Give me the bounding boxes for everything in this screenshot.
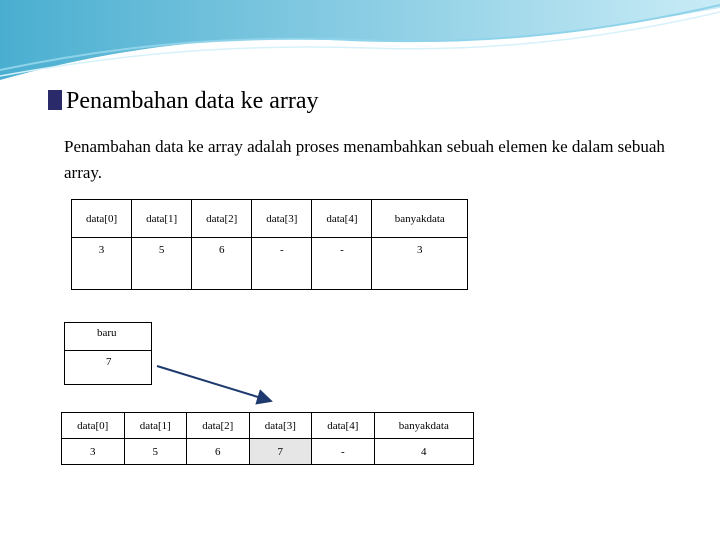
- header-cell: data[2]: [187, 413, 250, 439]
- new-item-box: [64, 322, 152, 385]
- header-cell: data[0]: [62, 413, 125, 439]
- value-cell: 3: [372, 238, 468, 290]
- value-cell: 3: [62, 439, 125, 465]
- new-item-label: baru: [65, 323, 151, 351]
- header-cell: data[2]: [192, 200, 252, 238]
- header-cell: data[1]: [124, 413, 187, 439]
- new-item-value: 7: [106, 356, 112, 368]
- page-title: Penambahan data ke array: [48, 88, 319, 115]
- header-cell: data[3]: [252, 200, 312, 238]
- value-cell: 4: [374, 439, 473, 465]
- header-cell: data[3]: [249, 413, 312, 439]
- value-cell: -: [252, 238, 312, 290]
- value-cell: 3: [72, 238, 132, 290]
- header-cell: data[4]: [312, 413, 375, 439]
- header-cell: banyakdata: [372, 200, 468, 238]
- title-bullet-icon: [48, 90, 62, 110]
- value-cell-highlighted: 7: [249, 439, 312, 465]
- value-cell: 5: [124, 439, 187, 465]
- header-cell: banyakdata: [374, 413, 473, 439]
- value-cell: 6: [187, 439, 250, 465]
- value-cell: -: [312, 439, 375, 465]
- header-wave-decoration: [0, 0, 720, 90]
- array-before-table: [71, 199, 468, 290]
- array-after-table: [61, 412, 474, 465]
- header-cell: data[0]: [72, 200, 132, 238]
- description-paragraph: Penambahan data ke array adalah proses menambahkan sebuah elemen ke dalam sebuah array.: [64, 137, 665, 182]
- header-cell: data[4]: [312, 200, 372, 238]
- header-cell: data[1]: [132, 200, 192, 238]
- value-cell: -: [312, 238, 372, 290]
- value-cell: 5: [132, 238, 192, 290]
- value-cell: 6: [192, 238, 252, 290]
